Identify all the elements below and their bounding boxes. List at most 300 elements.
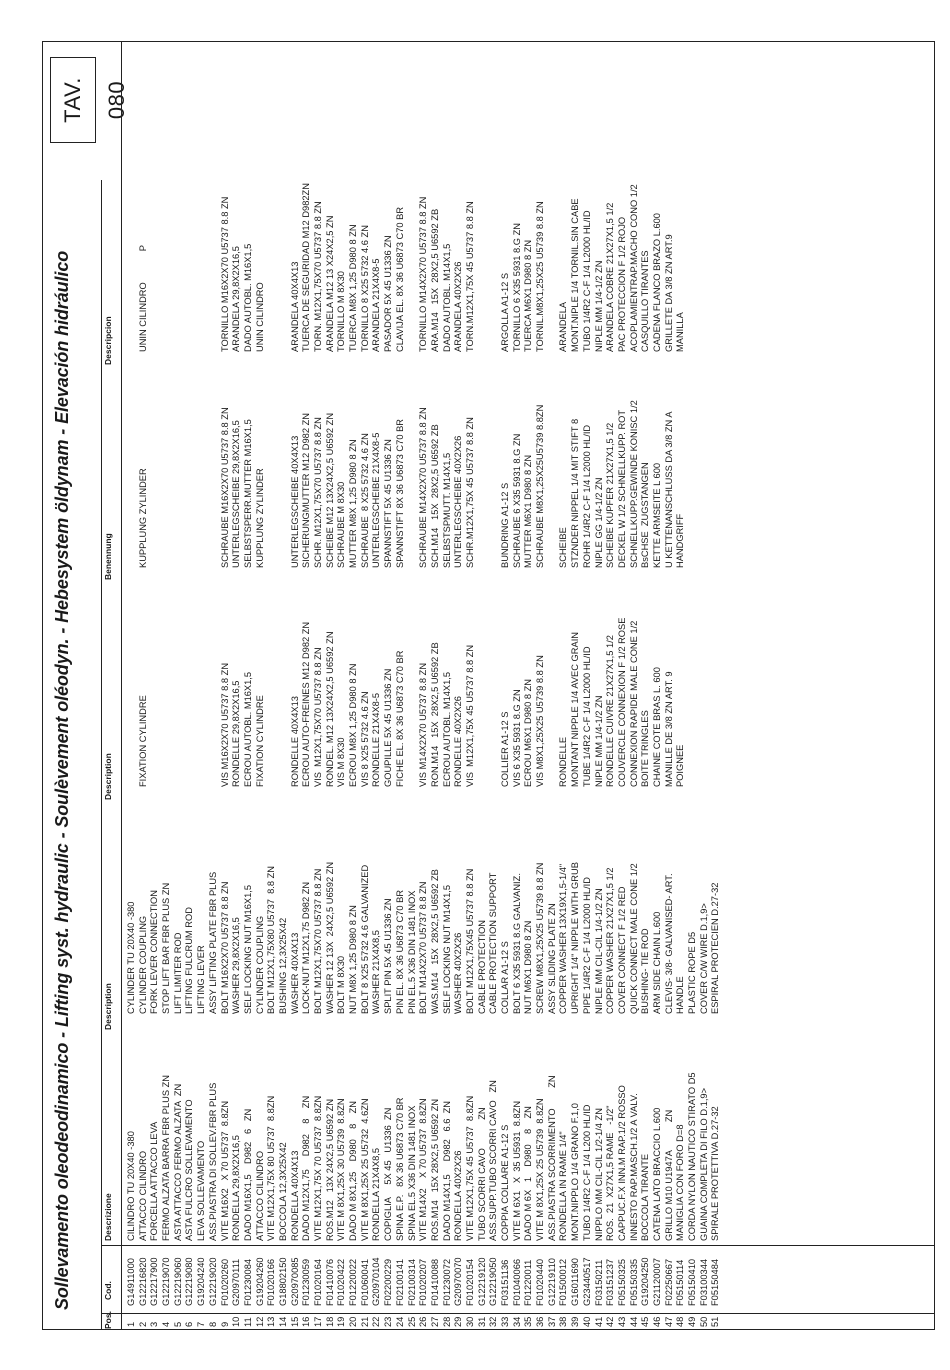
table-cell: UPRIGHT 1/4" NIPPLE WITH GRUB: [570, 862, 581, 1014]
table-cell: 31: [476, 1316, 487, 1327]
table-cell: 34: [511, 1316, 522, 1327]
table-cell: WAS.M14 15X 28X2,5 U6592 ZB: [429, 869, 440, 1014]
table-cell: ARA.M14 15X 28X2,5 U6592 ZB: [429, 208, 440, 352]
table-cell: NUT M8X 1,25 D980 8 ZN: [348, 905, 359, 1014]
table-cell: COVER CONNECT F 1/2 RED: [616, 886, 627, 1014]
table-cell: TORNILLO 8 X25 5732 4.6 ZN: [359, 225, 370, 352]
header-benennung: Benennung: [103, 533, 113, 580]
table-cell: ROHR 1/4R2 C-F 1/4 L2000 HL/ID: [581, 424, 592, 568]
table-cell: MUTTER M8X 1,25 D980 8 ZN: [348, 439, 359, 568]
table-cell: COPPER WASHER 13X19X1,5-1/4": [558, 863, 569, 1014]
table-cell: TUERCA M8X 1,25 D980 8 ZN: [348, 224, 359, 352]
table-cell: [161, 122, 173, 352]
table-cell: WASHER 29,8X2X16,5: [231, 917, 242, 1014]
table-cell: TORN.M12X1,75X 45 U5737 8.8 ZN: [464, 201, 475, 352]
table-cell: COLLAR A1-12 S: [500, 941, 510, 1014]
table-cell: ROS. 21 X27X1,5 RAME -1/2": [605, 1105, 616, 1241]
table-cell: [477, 363, 489, 568]
table-cell: ASSY LIFTING PLATE FBR PLUS: [207, 871, 218, 1014]
table-cell: SCHEIBE KUPFER 21X27X1,5 1/2: [605, 422, 616, 568]
table-cell: WASHER 40X4X13: [289, 932, 300, 1014]
table-cell: 29: [453, 1316, 464, 1327]
table-cell: 12: [254, 1316, 265, 1327]
table-cell: [196, 363, 208, 568]
table-cell: VITE M16X2 X 70 U5737 8.8ZN: [219, 1100, 230, 1241]
table-cell: F01410088: [429, 1258, 440, 1306]
table-cell: ARANDELA: [558, 301, 569, 352]
table-cell: VIS M8X1,25X25 U5739 8.8 ZN: [535, 655, 546, 787]
table-cell: CADENA FLANCO BRAZO L.600: [651, 213, 662, 352]
table-cell: 49: [687, 1316, 697, 1327]
table-cell: 38: [558, 1316, 569, 1327]
table-reference-box: TAV. 080: [50, 57, 96, 143]
table-cell: G20970085: [289, 1257, 300, 1306]
table-cell: TORNILLO M14X2X70 U5737 8.8 ZN: [418, 196, 429, 352]
table-cell: RONDELLE CUIVRE 21X27X1,5 1/2: [605, 635, 616, 787]
column-code: [126, 1246, 722, 1306]
table-cell: [126, 572, 138, 787]
table-cell: [126, 122, 138, 352]
table-cell: SCHRAUBE M14X2X70 U5737 8.8 ZN: [418, 407, 429, 568]
table-cell: [278, 122, 290, 352]
table-cell: [208, 122, 220, 352]
table-cell: ARANDELA COBRE 21X27X1,5 1/2: [605, 202, 616, 352]
table-cell: VITE M14X2 X 70 U5737 8.8ZN: [418, 1098, 429, 1241]
table-cell: INNESTO RAP.MASCH.1/2 A VALV.: [628, 1093, 639, 1241]
table-cell: ACOPLAMIENTRAP.MACHO CONO 1/2: [628, 184, 639, 352]
table-cell: F01500012: [558, 1258, 569, 1306]
table-cell: 48: [675, 1316, 686, 1327]
table-cell: [126, 363, 138, 568]
table-cell: SELBSTSPMUTT. M14X1,5: [441, 452, 452, 568]
table-cell: TORN. M12X1,75X70 U5737 8.8 ZN: [313, 201, 323, 352]
table-cell: F01230072: [441, 1258, 452, 1306]
table-cell: 42: [605, 1316, 616, 1327]
table-cell: BOLT M12X1,75X45 U5737 8.8 ZN: [464, 868, 475, 1014]
table-cell: TUBO 1/4R2 C-F 1/4 L200 HL/ID: [581, 1104, 592, 1241]
table-cell: PASADOR 5X 45 U1336 ZN: [383, 235, 394, 352]
table-cell: [547, 122, 559, 352]
table-cell: 7: [196, 1321, 207, 1327]
table-cell: CASQUILLO TIRANTES: [640, 250, 651, 352]
table-cell: 44: [628, 1316, 639, 1327]
header-description-fr: Description: [103, 753, 113, 800]
table-cell: G20970070: [453, 1257, 464, 1306]
table-cell: F05150335: [628, 1258, 639, 1306]
table-cell: [173, 572, 185, 787]
table-cell: VIS 8 X25 5732 4.6 ZN: [359, 691, 370, 787]
table-cell: VITE M 6X1 X 35 U5931 8.8ZN: [511, 1100, 522, 1241]
table-cell: RON.M14 15X 28X2,5 U6592 ZB: [429, 642, 440, 787]
table-cell: RONDELLA 40X4X13: [289, 1150, 300, 1241]
table-cell: TORNIL.M8X1,25X25 U5739 8.8 ZN: [535, 201, 546, 352]
table-cell: ASSY SLIDING PLATE ZN: [546, 903, 557, 1014]
table-cell: G20970111: [231, 1258, 242, 1306]
table-cell: SELF LOCKING NUT M16X1,5: [242, 885, 253, 1014]
table-cell: VIS M14X2X70 U5737 8.8 ZN: [418, 662, 429, 787]
table-cell: [149, 122, 161, 352]
table-cell: LIFTING LEVER: [196, 945, 207, 1014]
table-cell: 18: [324, 1316, 335, 1327]
table-cell: F01020260: [219, 1258, 230, 1306]
table-cell: WASHER 40X2X26: [453, 932, 464, 1014]
table-cell: RONDELLA 29,8X2X16,5: [231, 1135, 242, 1241]
table-cell: DECKEL W 1/2 SCHNELLKUPP. ROT: [616, 409, 627, 568]
table-cell: F03150211: [593, 1259, 604, 1306]
table-cell: CORDA NYLON NAUTICO STIRATO D5: [687, 1072, 697, 1241]
table-cell: 14: [277, 1316, 288, 1327]
column-pos: [126, 1314, 722, 1327]
table-cell: LIFT LIMITER ROD: [172, 932, 183, 1014]
table-cell: NUT M6X1 D980 8 ZN: [523, 920, 534, 1014]
table-cell: SPANNSTIFT 8X 36 U6873 C70 BR: [394, 419, 405, 568]
table-cell: PLASTIC ROPE D5: [687, 931, 697, 1014]
table-cell: 28: [441, 1316, 452, 1327]
table-cell: 47: [663, 1316, 674, 1327]
table-cell: F02200229: [383, 1258, 394, 1306]
table-cell: LIFTING FULCRUM ROD: [184, 907, 195, 1014]
table-cell: COPIGLIA 5X 45 U1336 ZN: [383, 1107, 394, 1241]
table-cell: MANILLE DE 3/8 ZN ART. 9: [663, 671, 674, 787]
table-cell: ARGOLLA A1-12 S: [500, 272, 510, 352]
table-cell: BOCCOLA TIRANTE: [640, 1153, 651, 1241]
table-cell: NIPPLO MM CIL-CIL 1/2-1/4 ZN: [593, 1108, 604, 1241]
table-cell: 13: [266, 1316, 277, 1327]
table-cell: SPINA E.P. 8X 36 U6873 C70 BR: [394, 1097, 405, 1241]
table-cell: SCHR. M12X1,75X70 U5737 8.8 ZN: [313, 417, 323, 568]
header-code: Cod.: [103, 1281, 113, 1300]
table-cell: [699, 363, 711, 568]
table-cell: ASS.SUPP.TUBO SCORRI CAVO ZN: [488, 1080, 499, 1241]
table-cell: SCHRAUBE 6 X35 5931 8.G ZN: [511, 433, 522, 568]
table-cell: SCHEIBE M12 13X24X2,5 U6592 ZN: [324, 412, 335, 568]
table-cell: F01060041: [359, 1258, 370, 1306]
table-cell: 9: [219, 1321, 230, 1327]
table-cell: RONDELLE 29,8X2X16,5: [231, 680, 242, 787]
table-cell: CHAINE COTE BRAS L. 600: [651, 667, 662, 787]
table-cell: 17: [313, 1316, 323, 1327]
table-cell: KUPPLUNG ZYLINDER: [254, 468, 265, 568]
table-cell: MONT.NIPLE 1/4 TORNIL.SIN CABE: [570, 198, 581, 352]
table-cell: [488, 363, 500, 568]
table-cell: F01230059: [301, 1258, 312, 1306]
table-cell: BOITE TRINGLES: [640, 710, 651, 787]
table-cell: [149, 363, 161, 568]
table-cell: F01020164: [313, 1258, 323, 1306]
table-cell: [208, 572, 220, 787]
table-cell: SCHEIBE: [558, 527, 569, 568]
header-descripcion: Descripcion: [103, 316, 113, 365]
table-cell: NIPLE MM 1/4-1/2 ZN: [593, 260, 604, 352]
table-cell: SCH.M14 15X 28X2,5 U6592 ZB: [429, 424, 440, 568]
table-cell: 20: [348, 1316, 359, 1327]
table-cell: ECROU AUTOBL. M14X1,5: [441, 671, 452, 787]
table-cell: WASHER 21X4X8,5: [371, 930, 382, 1014]
table-cell: [196, 572, 208, 787]
table-cell: BUNDRING A1-12 S: [500, 482, 510, 568]
table-cell: UNIN CILINDRO P: [137, 245, 148, 352]
table-cell: [266, 122, 278, 352]
table-cell: 36: [535, 1316, 546, 1327]
table-cell: TUBO 1/4R2 C-F 1/4 L2000 HL/ID: [581, 210, 592, 352]
table-cell: FERMO ALZATA BARRA FBR PLUS ZN: [161, 1075, 172, 1241]
table-cell: ASS.PIASTRA DI SOLLEV.FBR PLUS: [207, 1082, 218, 1241]
table-cell: GUAINA COMPLETA DI FILO D.1,9>: [698, 1087, 709, 1241]
table-cell: MONTANT NIPPLE 1/4 AVEC GRAIN: [570, 632, 581, 787]
column-description-fr: [126, 572, 722, 787]
table-cell: ECROU M8X 1,25 D980 8 ZN: [348, 663, 359, 787]
table-cell: VIS M12X1,75X70 U5737 8.8 ZN: [313, 647, 323, 787]
table-cell: ATTACCO CILINDRO: [254, 1150, 265, 1241]
table-cell: DADO AUTOBL. M16X1,5: [242, 243, 253, 352]
table-cell: ARANDELA 21X4X8-5: [371, 258, 382, 352]
header-rule: [121, 41, 122, 1330]
table-cell: CYLINDER COUPLING: [137, 915, 148, 1014]
table-cell: VITE M 8X1,25X 25 U5739 8.8ZN: [535, 1098, 546, 1241]
table-cell: G19204250: [640, 1257, 651, 1306]
table-cell: FIXATION CYLINDRE: [254, 695, 265, 787]
table-cell: DADO M 8X1,25 D980 8 ZN: [348, 1100, 359, 1241]
table-cell: [710, 122, 722, 352]
table-cell: VITE M 8X1,25X 25 U5732 4.6ZN: [359, 1098, 370, 1241]
table-cell: [173, 122, 185, 352]
table-cell: RONDEL. M12 13X24X2,5 U6592 ZN: [324, 631, 335, 787]
table-cell: BOLT M16X2X70 U5737 8.8 ZN: [219, 881, 230, 1014]
table-cell: [196, 122, 208, 352]
table-cell: [710, 572, 722, 787]
table-cell: BOLT M12X1,75X70 U5737 8.8 ZN: [313, 868, 323, 1014]
rotated-table-sheet: [42, 41, 935, 1330]
table-cell: DADO M12X1,75 D982 8 ZN: [301, 1095, 312, 1241]
table-cell: 43: [616, 1316, 627, 1327]
table-cell: BOLT M14X2X70 U5737 8.8 ZN: [418, 881, 429, 1014]
table-cell: 5: [172, 1321, 183, 1327]
table-cell: 27: [429, 1316, 440, 1327]
table-cell: F01020154: [464, 1258, 475, 1306]
table-cell: [184, 122, 196, 352]
table-cell: KETTE ARMSEITE L 600: [651, 462, 662, 568]
table-cell: F03151237: [605, 1258, 616, 1306]
table-cell: ARANDELA 29,8X2X16,5: [231, 246, 242, 352]
table-cell: SPIRALE PROTETTIVA D.27-32: [710, 1106, 721, 1241]
table-cell: 26: [418, 1316, 429, 1327]
table-cell: [699, 572, 711, 787]
table-cell: WASHER 12 13X 24X2,5 U6592 ZN: [324, 861, 335, 1014]
table-cell: 22: [371, 1316, 382, 1327]
table-cell: UNTERLEGSCHEIBE 21X4X8-5: [371, 432, 382, 568]
table-cell: 39: [570, 1316, 581, 1327]
table-cell: 8: [207, 1321, 218, 1327]
table-cell: 2: [137, 1321, 148, 1327]
table-cell: SCHRAUBE 8 X25 5732 4.6 ZN: [359, 433, 370, 568]
table-cell: [278, 572, 290, 787]
table-cell: G12219050: [488, 1257, 499, 1306]
table-cell: RONDELLE 21X4X8-5: [371, 692, 382, 787]
table-cell: 1: [126, 1321, 136, 1327]
table-cell: FORK LEVER CONNECTION: [149, 890, 160, 1014]
table-cell: ESPIRAL PROTECIEN D.27-32: [710, 882, 721, 1014]
table-cell: F02100141: [394, 1258, 405, 1306]
table-cell: [699, 122, 711, 352]
table-cell: SELF LOCKING NUT M14X1,5: [441, 885, 452, 1014]
table-cell: F01020440: [535, 1258, 546, 1306]
table-cell: COVER C/W WIRE D.1,9>: [698, 903, 709, 1014]
table-cell: DADO M14X1,5 D982 6.6 ZN: [441, 1100, 452, 1241]
table-cell: CAPPUC.F.X INN.M RAP.1/2 ROSSO: [616, 1085, 627, 1241]
table-cell: ASTA FULCRO SOLLEVAMENTO: [184, 1099, 195, 1241]
table-cell: MANIGLIA CON FORO D=8: [675, 1124, 686, 1241]
table-cell: 40: [581, 1316, 592, 1327]
table-cell: [488, 122, 500, 352]
table-cell: VIS M16X2X70 U5737 8.8 ZN: [219, 662, 230, 787]
table-cell: G12219120: [476, 1257, 487, 1306]
header-pos: Pos.: [103, 1311, 113, 1329]
table-cell: [687, 572, 699, 787]
table-cell: [488, 572, 500, 787]
table-cell: [477, 122, 489, 352]
table-cell: [687, 363, 699, 568]
table-cell: BOLT M12X1,75X80 U5737 8.8 ZN: [266, 866, 277, 1014]
table-cell: PIN EL.5 X36 DIN 1481 INOX: [406, 890, 417, 1014]
table-cell: F01040066: [511, 1258, 522, 1306]
table-cell: 25: [406, 1316, 417, 1327]
table-cell: CYLINDER TU 20X40 -380: [126, 901, 136, 1014]
column-descrizione: [126, 1031, 722, 1241]
table-cell: [149, 572, 161, 787]
table-cell: HANDGRIFF: [675, 513, 686, 568]
table-cell: [477, 572, 489, 787]
table-cell: ARANDELA 40X2X26: [453, 261, 464, 352]
table-cell: BsCHSE ZUGSTANGEN: [640, 462, 651, 568]
table-cell: FICHE EL. 8X 36 U6873 C70 BR: [394, 650, 405, 787]
table-cell: CATENA LATO BRACCIO L.600: [651, 1107, 662, 1241]
table-cell: [407, 122, 419, 352]
table-cell: CLEVIS- 3/8- GALVANISED- ART.: [663, 873, 674, 1014]
table-cell: ARANDELA M12 13 X24X2,5 ZN: [324, 215, 335, 352]
table-cell: SICHERUNGMUTTER M12 D982 ZN: [301, 413, 312, 568]
table-cell: DADO M16X1,5 D982 6 ZN: [242, 1108, 253, 1241]
table-cell: TUERCA DE SEGURIDAD M12 D982ZN: [301, 183, 312, 352]
table-cell: ATTACCO CILINDRO: [137, 1150, 148, 1241]
table-cell: [547, 572, 559, 787]
table-cell: [173, 363, 185, 568]
table-cell: [184, 572, 196, 787]
table-cell: F05150325: [616, 1258, 627, 1306]
table-cell: 16: [301, 1316, 312, 1327]
table-cell: ECROU AUTO-FREINES M12 D982 ZN: [301, 621, 312, 787]
table-cell: G23440517: [581, 1257, 592, 1306]
table-cell: MANILLA: [675, 312, 686, 352]
table-cell: CABLE PROTECTION SUPPORT: [488, 872, 499, 1014]
table-cell: G16011690: [570, 1258, 581, 1306]
table-cell: 3: [149, 1321, 160, 1327]
table-cell: 24: [394, 1316, 405, 1327]
table-cell: G12216820: [137, 1257, 148, 1306]
table-cell: BOLT 6 X35 5931 8.G GALVANIZ.: [511, 873, 522, 1014]
table-cell: TUERCA M6X1 D980 8 ZN: [523, 239, 534, 352]
table-cell: [278, 363, 290, 568]
table-cell: BOCCOLA 12,3X25X42: [277, 1142, 288, 1241]
table-cell: ASS.PIASTRA SCORRIMENTO ZN: [546, 1075, 557, 1241]
table-cell: PIPE 1/4R2 C-F 1/4 L2000 HL/ID: [581, 877, 592, 1014]
table-cell: POIGNEE: [675, 744, 686, 787]
table-cell: SPANNSTIFT 5X 45 U1336 ZN: [383, 439, 394, 568]
table-cell: RONDELLA 21X4X8,5: [371, 1147, 382, 1241]
table-cell: ECROU M6X1 D980 8 ZN: [523, 679, 534, 787]
table-cell: VIS M 8X30: [336, 737, 347, 787]
table-cell: RONDELLA 40X2X26: [453, 1150, 464, 1241]
header-descrizione: Descrizione: [103, 1193, 113, 1241]
table-cell: 4: [161, 1321, 172, 1327]
table-cell: G14911000: [126, 1258, 136, 1306]
table-cell: COPPER WASHER 21X27X1,5 1/2: [605, 867, 616, 1014]
table-cell: PIN EL. 8X 36 U6873 C70 BR: [394, 889, 405, 1014]
table-cell: TUBE 1/4R2 C-F 1/4 L2000 HL/ID: [581, 646, 592, 787]
table-cell: CILINDRO TU 20X40 -380: [126, 1131, 136, 1241]
table-cell: UNTERLEGSCHEIBE 40X4X13: [289, 435, 300, 568]
table-cell: SCREW M8X1,25X25 U5739 8.8 ZN: [535, 862, 546, 1014]
table-cell: TORNILLO 6 X35 5931 8.G ZN: [511, 222, 522, 352]
table-cell: ROS.M14 15X 28X2,5 U6592 ZN: [429, 1098, 440, 1241]
table-cell: [161, 363, 173, 568]
table-cell: ASTA ATTACCO FERMO ALZATA ZN: [172, 1083, 183, 1241]
table-cell: 33: [500, 1316, 510, 1327]
table-cell: 32: [488, 1316, 499, 1327]
table-cell: TORNILLO M 8X30: [336, 271, 347, 352]
table-cell: FORCELLA ATTACCO LEVA: [149, 1121, 160, 1241]
table-cell: 19: [336, 1316, 347, 1327]
table-cell: F03100344: [698, 1258, 709, 1306]
table-cell: HANDLE: [675, 976, 686, 1014]
table-cell: TORNILLO M16X2X70 U5737 8.8 ZN: [219, 196, 230, 352]
table-cell: VITE M12X1,75X 80 U5737 8.8ZN: [266, 1095, 277, 1241]
table-cell: BOLT M 8X30: [336, 955, 347, 1014]
table-cell: SPINA EL.5 X36 DIN 1481 INOX: [406, 1105, 417, 1241]
table-cell: F01230084: [242, 1258, 253, 1306]
table-cell: UNIN CILINDRO: [254, 282, 265, 352]
table-cell: SPLIT PIN 5X 45 U1336 ZN: [383, 898, 394, 1014]
table-cell: 37: [546, 1316, 557, 1327]
table-cell: SCHRAUBE M 8X30: [336, 481, 347, 568]
table-cell: BUSHING- TIE ROD: [640, 928, 651, 1014]
table-cell: 30: [464, 1316, 475, 1327]
table-cell: [266, 363, 278, 568]
table-cell: F05150484: [710, 1258, 721, 1306]
table-cell: 50: [698, 1316, 709, 1327]
table-cell: 21: [359, 1316, 370, 1327]
table-cell: GOUPILLE 5X 45 U1336 ZN: [383, 668, 394, 787]
table-cell: 51: [710, 1316, 721, 1327]
table-cell: F01020422: [336, 1258, 347, 1306]
table-cell: 10: [231, 1316, 242, 1327]
table-cell: F05150410: [687, 1258, 697, 1306]
table-cell: G12219080: [184, 1257, 195, 1306]
table-cell: ARM SIDE CHAIN L.600: [651, 911, 662, 1014]
table-cell: CYLINDER COUPLING: [254, 915, 265, 1014]
table-cell: G20970104: [371, 1257, 382, 1306]
table-cell: ECROU AUTOBL. M16X1,5: [242, 671, 253, 787]
table-cell: 41: [593, 1316, 604, 1327]
table-cell: PAC PROTECCION F 1/2 ROJO: [616, 216, 627, 352]
table-cell: GRILLETE DA 3/8 ZN ART.9: [663, 234, 674, 352]
table-cell: KUPPLUNG ZYLINDER: [137, 468, 148, 568]
table-cell: [687, 122, 699, 352]
table-cell: ROS.M12 13X 24X2,5 U6592 ZN: [324, 1098, 335, 1241]
table-cell: BUSHING 12,3X25X42: [277, 917, 288, 1014]
table-cell: [547, 363, 559, 568]
table-cell: CLAVIJA EL. 8X 36 U6873 C70 BR: [394, 206, 405, 352]
table-cell: F01020166: [266, 1258, 277, 1306]
